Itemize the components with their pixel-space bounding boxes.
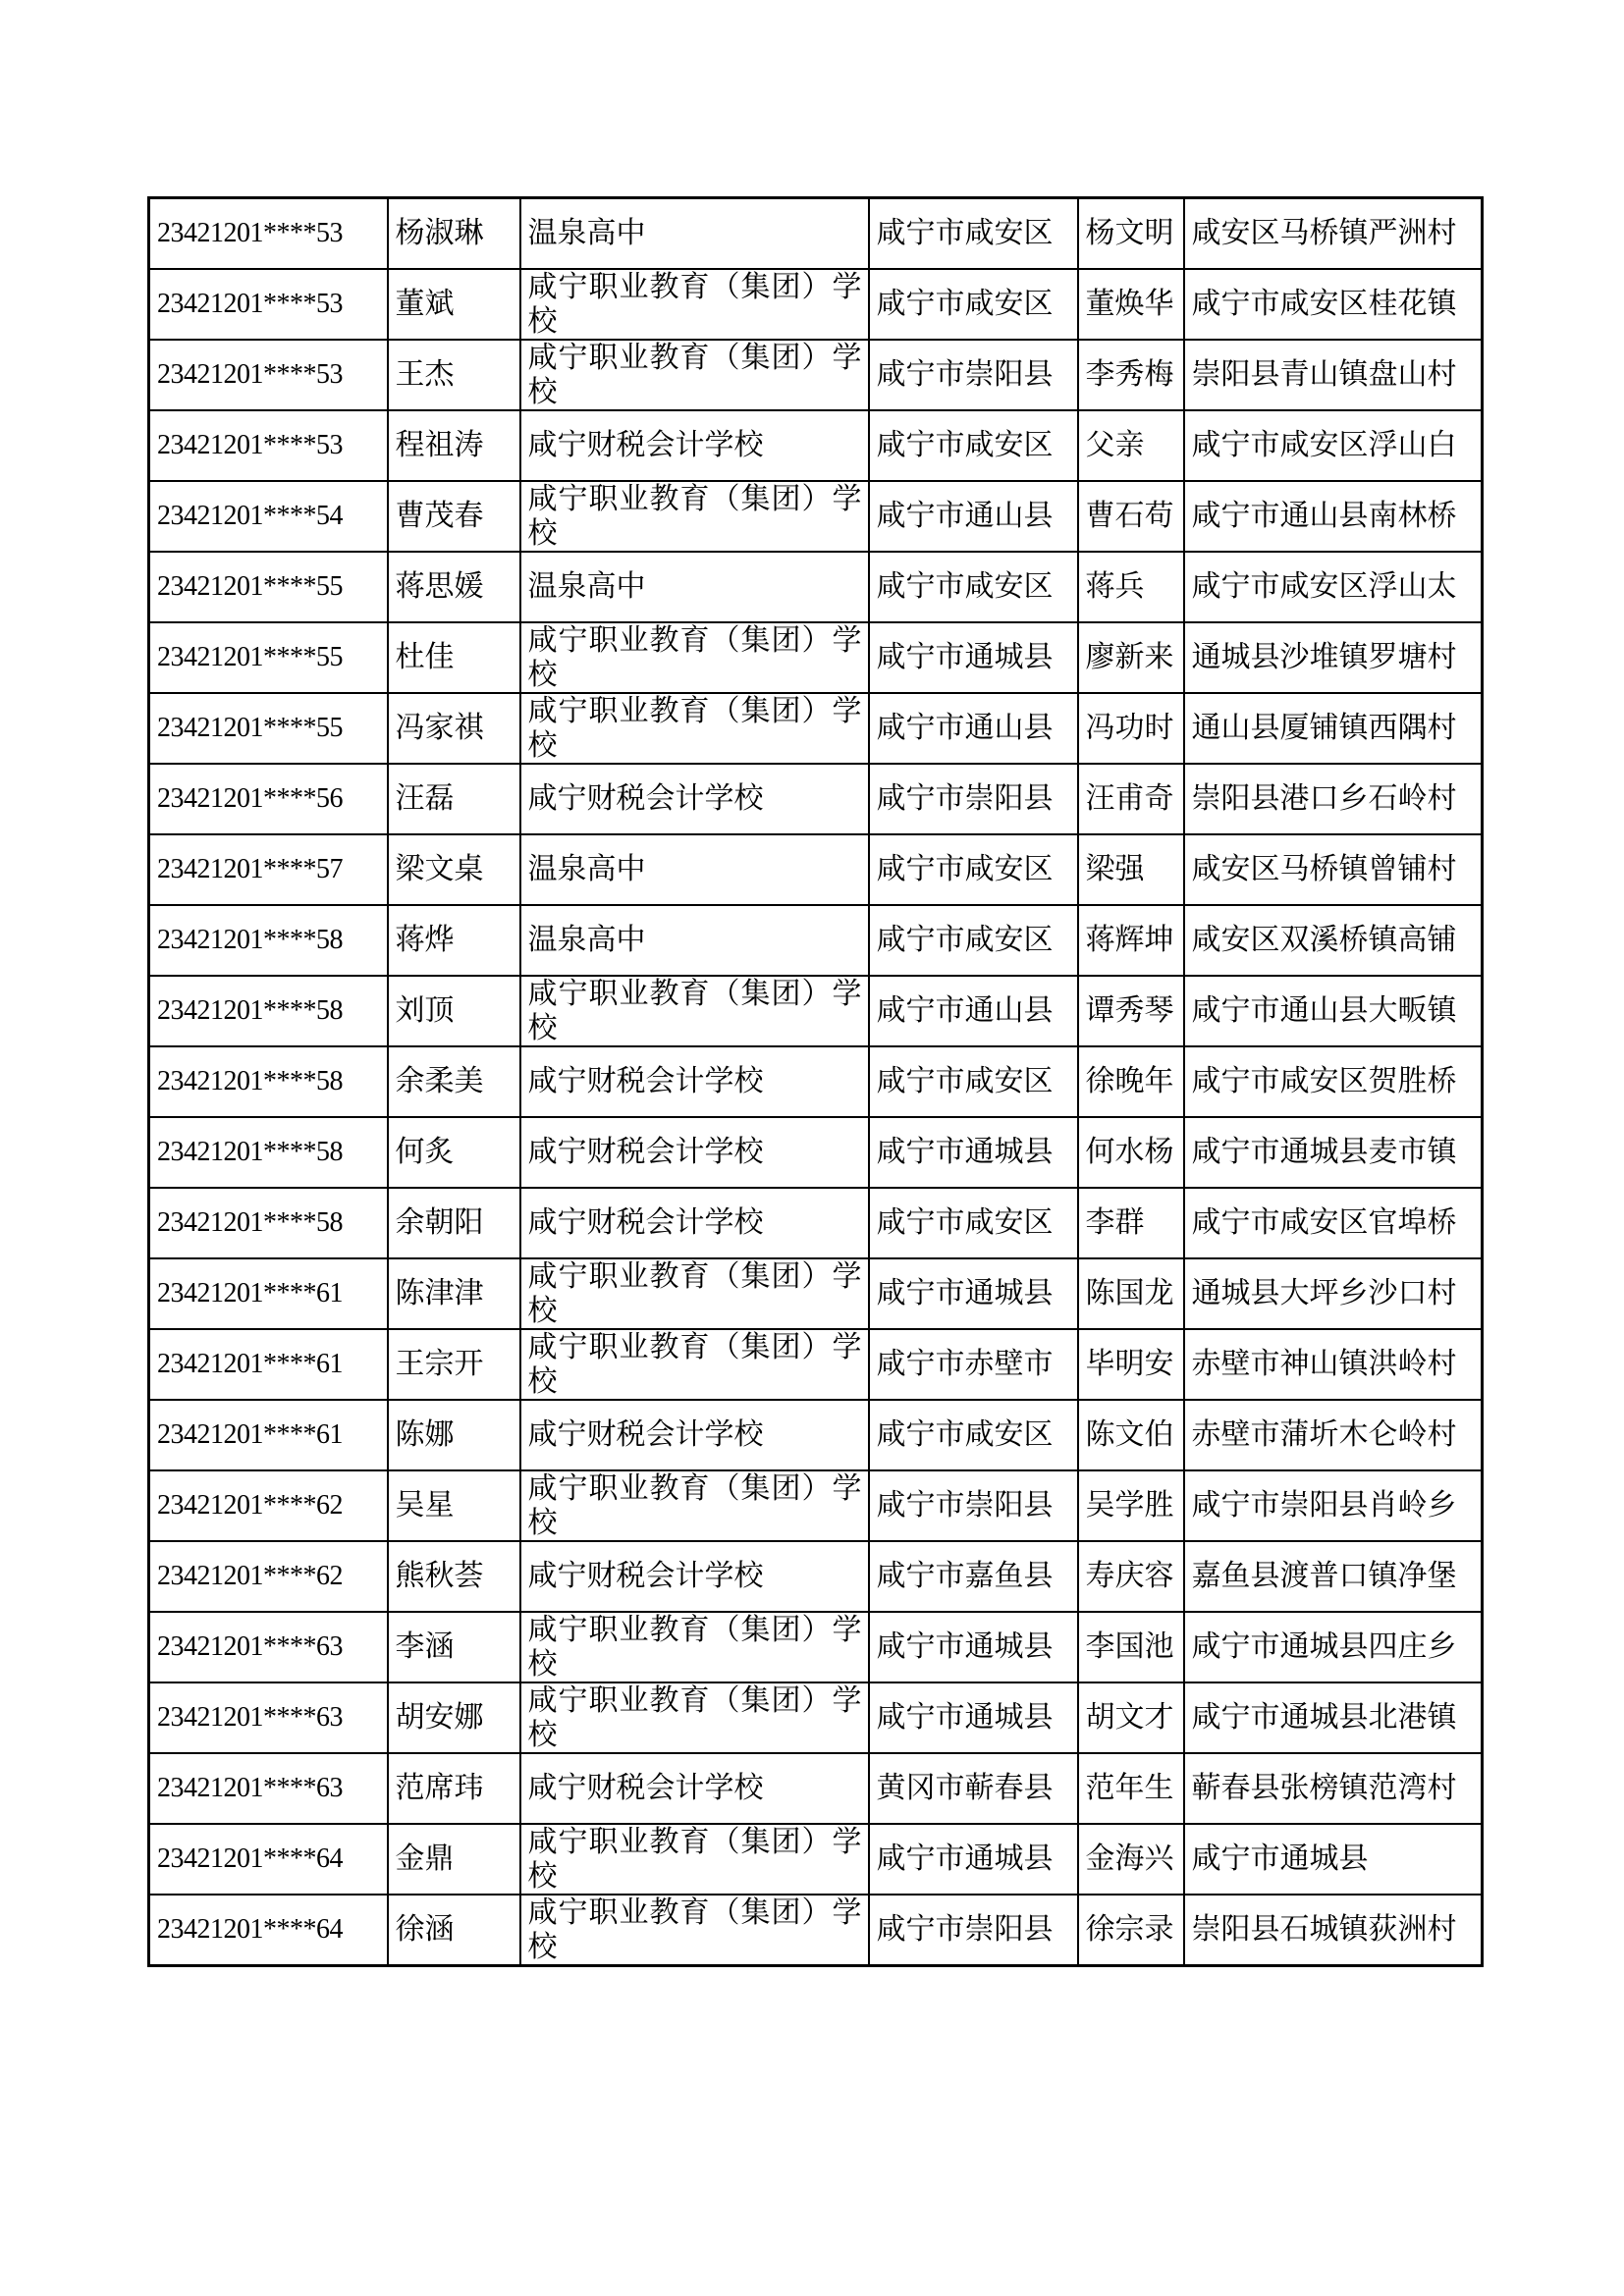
address-cell: 咸宁市通城县麦市镇	[1184, 1117, 1483, 1188]
student-name-cell: 程祖涛	[388, 410, 520, 481]
address-cell: 崇阳县港口乡石岭村	[1184, 764, 1483, 834]
id-number-cell: 23421201****58	[149, 905, 388, 976]
id-number-cell: 23421201****53	[149, 340, 388, 410]
region-cell: 咸宁市咸安区	[869, 834, 1078, 905]
school-cell: 咸宁职业教育（集团）学校	[520, 481, 869, 552]
address-cell: 通山县厦铺镇西隅村	[1184, 693, 1483, 764]
student-name-cell: 李涵	[388, 1612, 520, 1682]
student-name-cell: 范席玮	[388, 1753, 520, 1824]
school-cell: 咸宁职业教育（集团）学校	[520, 1329, 869, 1400]
school-cell: 咸宁财税会计学校	[520, 1541, 869, 1612]
table-row	[149, 976, 1483, 1046]
table-row	[149, 1470, 1483, 1541]
address-cell: 通城县大坪乡沙口村	[1184, 1258, 1483, 1329]
guardian-name-cell: 寿庆容	[1078, 1541, 1184, 1612]
student-name-cell: 余朝阳	[388, 1188, 520, 1258]
student-name-cell: 杜佳	[388, 622, 520, 693]
table-row	[149, 1188, 1483, 1258]
region-cell: 咸宁市咸安区	[869, 269, 1078, 340]
region-cell: 咸宁市崇阳县	[869, 1470, 1078, 1541]
school-cell: 温泉高中	[520, 834, 869, 905]
school-cell: 咸宁职业教育（集团）学校	[520, 1895, 869, 1966]
region-cell: 咸宁市通山县	[869, 481, 1078, 552]
table-row	[149, 1258, 1483, 1329]
school-cell: 咸宁财税会计学校	[520, 410, 869, 481]
id-number-cell: 23421201****57	[149, 834, 388, 905]
student-name-cell: 徐涵	[388, 1895, 520, 1966]
id-number-cell: 23421201****61	[149, 1400, 388, 1470]
id-number-cell: 23421201****58	[149, 1188, 388, 1258]
region-cell: 黄冈市蕲春县	[869, 1753, 1078, 1824]
address-cell: 咸宁市咸安区桂花镇	[1184, 269, 1483, 340]
school-cell: 咸宁职业教育（集团）学校	[520, 622, 869, 693]
school-cell: 咸宁财税会计学校	[520, 1046, 869, 1117]
region-cell: 咸宁市咸安区	[869, 552, 1078, 622]
id-number-cell: 23421201****63	[149, 1753, 388, 1824]
student-name-cell: 陈娜	[388, 1400, 520, 1470]
address-cell: 咸宁市通山县大畈镇	[1184, 976, 1483, 1046]
student-name-cell: 杨淑琳	[388, 198, 520, 269]
region-cell: 咸宁市咸安区	[869, 1400, 1078, 1470]
school-cell: 咸宁职业教育（集团）学校	[520, 269, 869, 340]
guardian-name-cell: 毕明安	[1078, 1329, 1184, 1400]
table-row	[149, 1329, 1483, 1400]
address-cell: 崇阳县青山镇盘山村	[1184, 340, 1483, 410]
school-cell: 咸宁财税会计学校	[520, 1400, 869, 1470]
address-cell: 咸宁市咸安区官埠桥	[1184, 1188, 1483, 1258]
guardian-name-cell: 范年生	[1078, 1753, 1184, 1824]
table-body	[149, 198, 1483, 1966]
guardian-name-cell: 董焕华	[1078, 269, 1184, 340]
school-cell: 咸宁职业教育（集团）学校	[520, 976, 869, 1046]
region-cell: 咸宁市咸安区	[869, 410, 1078, 481]
guardian-name-cell: 汪甫奇	[1078, 764, 1184, 834]
region-cell: 咸宁市赤壁市	[869, 1329, 1078, 1400]
guardian-name-cell: 陈文伯	[1078, 1400, 1184, 1470]
school-cell: 咸宁财税会计学校	[520, 764, 869, 834]
region-cell: 咸宁市咸安区	[869, 905, 1078, 976]
school-cell: 咸宁职业教育（集团）学校	[520, 1612, 869, 1682]
table-row	[149, 1400, 1483, 1470]
region-cell: 咸宁市崇阳县	[869, 340, 1078, 410]
guardian-name-cell: 曹石苟	[1078, 481, 1184, 552]
id-number-cell: 23421201****64	[149, 1895, 388, 1966]
table-row	[149, 905, 1483, 976]
region-cell: 咸宁市咸安区	[869, 1188, 1078, 1258]
guardian-name-cell: 父亲	[1078, 410, 1184, 481]
address-cell: 崇阳县石城镇荻洲村	[1184, 1895, 1483, 1966]
guardian-name-cell: 谭秀琴	[1078, 976, 1184, 1046]
school-cell: 温泉高中	[520, 552, 869, 622]
student-name-cell: 蒋烨	[388, 905, 520, 976]
id-number-cell: 23421201****53	[149, 269, 388, 340]
id-number-cell: 23421201****58	[149, 1046, 388, 1117]
guardian-name-cell: 徐晚年	[1078, 1046, 1184, 1117]
table-row	[149, 340, 1483, 410]
guardian-name-cell: 李群	[1078, 1188, 1184, 1258]
student-name-cell: 王杰	[388, 340, 520, 410]
id-number-cell: 23421201****53	[149, 198, 388, 269]
region-cell: 咸宁市通城县	[869, 1612, 1078, 1682]
student-name-cell: 董斌	[388, 269, 520, 340]
table-row	[149, 764, 1483, 834]
id-number-cell: 23421201****55	[149, 622, 388, 693]
region-cell: 咸宁市通城县	[869, 1258, 1078, 1329]
id-number-cell: 23421201****61	[149, 1258, 388, 1329]
guardian-name-cell: 金海兴	[1078, 1824, 1184, 1895]
id-number-cell: 23421201****56	[149, 764, 388, 834]
school-cell: 温泉高中	[520, 905, 869, 976]
address-cell: 咸宁市咸安区浮山白	[1184, 410, 1483, 481]
guardian-name-cell: 蒋辉坤	[1078, 905, 1184, 976]
table-row	[149, 269, 1483, 340]
region-cell: 咸宁市嘉鱼县	[869, 1541, 1078, 1612]
region-cell: 咸宁市咸安区	[869, 1046, 1078, 1117]
guardian-name-cell: 梁强	[1078, 834, 1184, 905]
guardian-name-cell: 胡文才	[1078, 1682, 1184, 1753]
guardian-name-cell: 徐宗录	[1078, 1895, 1184, 1966]
region-cell: 咸宁市通城县	[869, 1824, 1078, 1895]
table-row	[149, 1895, 1483, 1966]
table-row	[149, 693, 1483, 764]
school-cell: 温泉高中	[520, 198, 869, 269]
address-cell: 咸宁市通城县四庄乡	[1184, 1612, 1483, 1682]
student-name-cell: 吴星	[388, 1470, 520, 1541]
student-name-cell: 王宗开	[388, 1329, 520, 1400]
address-cell: 咸安区双溪桥镇高铺	[1184, 905, 1483, 976]
id-number-cell: 23421201****63	[149, 1682, 388, 1753]
student-name-cell: 金鼎	[388, 1824, 520, 1895]
table-row	[149, 1541, 1483, 1612]
address-cell: 赤壁市蒲圻木仑岭村	[1184, 1400, 1483, 1470]
table-row	[149, 1612, 1483, 1682]
address-cell: 咸安区马桥镇曾铺村	[1184, 834, 1483, 905]
school-cell: 咸宁职业教育（集团）学校	[520, 1470, 869, 1541]
student-name-cell: 何炙	[388, 1117, 520, 1188]
student-name-cell: 余柔美	[388, 1046, 520, 1117]
student-name-cell: 熊秋荟	[388, 1541, 520, 1612]
table-row	[149, 552, 1483, 622]
address-cell: 咸宁市通山县南林桥	[1184, 481, 1483, 552]
guardian-name-cell: 杨文明	[1078, 198, 1184, 269]
table-row	[149, 1753, 1483, 1824]
guardian-name-cell: 吴学胜	[1078, 1470, 1184, 1541]
guardian-name-cell: 廖新来	[1078, 622, 1184, 693]
table-row	[149, 1046, 1483, 1117]
id-number-cell: 23421201****62	[149, 1470, 388, 1541]
region-cell: 咸宁市崇阳县	[869, 1895, 1078, 1966]
id-number-cell: 23421201****58	[149, 976, 388, 1046]
id-number-cell: 23421201****64	[149, 1824, 388, 1895]
guardian-name-cell: 蒋兵	[1078, 552, 1184, 622]
address-cell: 咸安区马桥镇严洲村	[1184, 198, 1483, 269]
table-row	[149, 1824, 1483, 1895]
address-cell: 咸宁市通城县	[1184, 1824, 1483, 1895]
region-cell: 咸宁市通城县	[869, 622, 1078, 693]
id-number-cell: 23421201****55	[149, 552, 388, 622]
guardian-name-cell: 李国池	[1078, 1612, 1184, 1682]
student-name-cell: 陈津津	[388, 1258, 520, 1329]
address-cell: 咸宁市通城县北港镇	[1184, 1682, 1483, 1753]
id-number-cell: 23421201****53	[149, 410, 388, 481]
id-number-cell: 23421201****63	[149, 1612, 388, 1682]
address-cell: 咸宁市咸安区浮山太	[1184, 552, 1483, 622]
address-cell: 赤壁市神山镇洪岭村	[1184, 1329, 1483, 1400]
guardian-name-cell: 冯功时	[1078, 693, 1184, 764]
guardian-name-cell: 李秀梅	[1078, 340, 1184, 410]
school-cell: 咸宁职业教育（集团）学校	[520, 1258, 869, 1329]
id-number-cell: 23421201****54	[149, 481, 388, 552]
id-number-cell: 23421201****62	[149, 1541, 388, 1612]
student-table	[147, 196, 1484, 1967]
address-cell: 咸宁市崇阳县肖岭乡	[1184, 1470, 1483, 1541]
id-number-cell: 23421201****61	[149, 1329, 388, 1400]
school-cell: 咸宁财税会计学校	[520, 1753, 869, 1824]
address-cell: 通城县沙堆镇罗塘村	[1184, 622, 1483, 693]
table-row	[149, 410, 1483, 481]
table-row	[149, 834, 1483, 905]
region-cell: 咸宁市通城县	[869, 1682, 1078, 1753]
school-cell: 咸宁财税会计学校	[520, 1188, 869, 1258]
region-cell: 咸宁市崇阳县	[869, 764, 1078, 834]
id-number-cell: 23421201****58	[149, 1117, 388, 1188]
student-name-cell: 冯家祺	[388, 693, 520, 764]
student-name-cell: 汪磊	[388, 764, 520, 834]
student-name-cell: 胡安娜	[388, 1682, 520, 1753]
student-name-cell: 梁文桌	[388, 834, 520, 905]
school-cell: 咸宁职业教育（集团）学校	[520, 1682, 869, 1753]
address-cell: 咸宁市咸安区贺胜桥	[1184, 1046, 1483, 1117]
table-row	[149, 622, 1483, 693]
student-name-cell: 蒋思媛	[388, 552, 520, 622]
region-cell: 咸宁市通山县	[869, 976, 1078, 1046]
table-row	[149, 1682, 1483, 1753]
student-name-cell: 刘顶	[388, 976, 520, 1046]
school-cell: 咸宁职业教育（集团）学校	[520, 693, 869, 764]
guardian-name-cell: 陈国龙	[1078, 1258, 1184, 1329]
address-cell: 嘉鱼县渡普口镇净堡	[1184, 1541, 1483, 1612]
guardian-name-cell: 何水杨	[1078, 1117, 1184, 1188]
table-row	[149, 481, 1483, 552]
region-cell: 咸宁市通城县	[869, 1117, 1078, 1188]
student-name-cell: 曹茂春	[388, 481, 520, 552]
id-number-cell: 23421201****55	[149, 693, 388, 764]
school-cell: 咸宁职业教育（集团）学校	[520, 340, 869, 410]
table-row	[149, 198, 1483, 269]
address-cell: 蕲春县张榜镇范湾村	[1184, 1753, 1483, 1824]
region-cell: 咸宁市咸安区	[869, 198, 1078, 269]
school-cell: 咸宁职业教育（集团）学校	[520, 1824, 869, 1895]
region-cell: 咸宁市通山县	[869, 693, 1078, 764]
school-cell: 咸宁财税会计学校	[520, 1117, 869, 1188]
table-row	[149, 1117, 1483, 1188]
